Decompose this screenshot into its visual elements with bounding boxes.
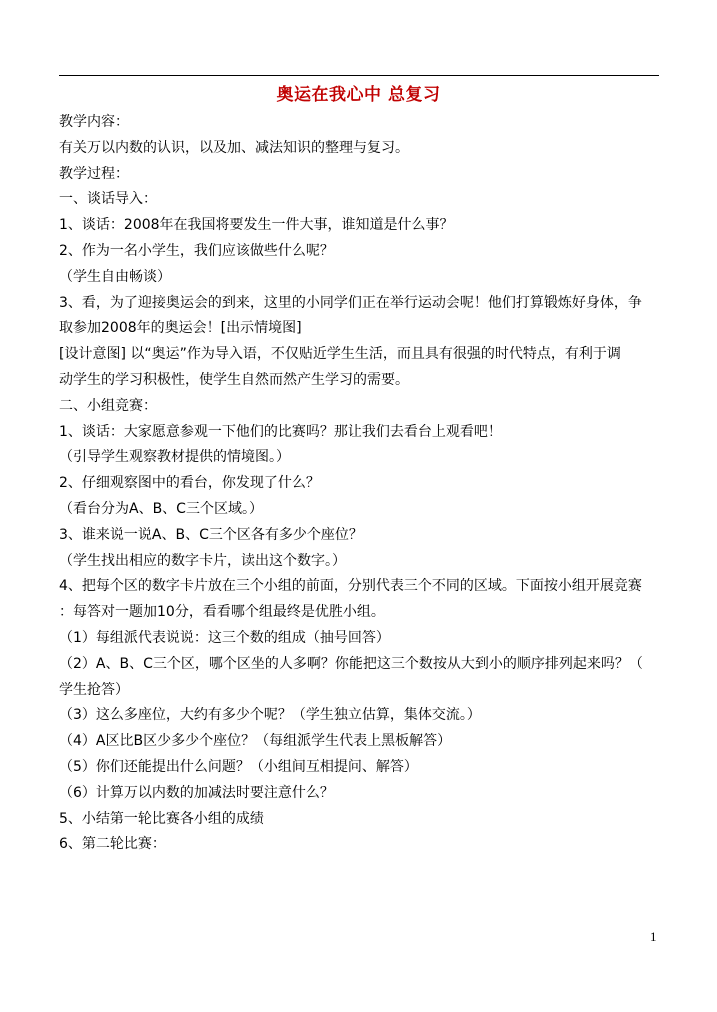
body-line: （1）每组派代表说说：这三个数的组成（抽号回答）	[59, 629, 390, 646]
body-line: 4、把每个区的数字卡片放在三个小组的前面，分别代表三个不同的区域。下面按小组开展竞赛	[59, 578, 642, 595]
body-line: （5）你们还能提出什么问题？（小组间互相提问、解答）	[59, 758, 418, 775]
body-line: 1、谈话：大家愿意参观一下他们的比赛吗？那让我们去看台上观看吧！	[59, 423, 502, 440]
body-line: （4）A区比B区少多少个座位？（每组派学生代表上黑板解答）	[59, 733, 452, 750]
body-line: （看台分为A、B、C三个区域。）	[59, 500, 263, 517]
body-line: 一、谈话导入：	[59, 191, 157, 208]
body-line: ：每答对一题加10分，看看哪个组最终是优胜小组。	[59, 604, 385, 621]
header-rule	[59, 75, 659, 76]
body-line: （2）A、B、C三个区，哪个区坐的人多啊？你能把这三个数按从大到小的顺序排列起来吗？（	[59, 655, 643, 672]
body-line: 教学过程：	[59, 165, 129, 182]
body-line: 学生抢答）	[59, 681, 129, 698]
body-line: [设计意图] 以“奥运”作为导入语，不仅贴近学生生活，而且具有很强的时代特点，有利于调	[59, 346, 621, 363]
body-line: 2、仔细观察图中的看台，你发现了什么？	[59, 475, 320, 492]
body-line: （学生自由畅谈）	[59, 268, 171, 285]
body-line: 取参加2008年的奥运会！[出示情境图]	[59, 320, 302, 337]
body-line: 3、看，为了迎接奥运会的到来，这里的小同学们正在举行运动会呢！他们打算锻炼好身体，争	[59, 294, 642, 311]
document-title: 奥运在我心中 总复习	[276, 85, 441, 105]
body-line: （3）这么多座位，大约有多少个呢？（学生独立估算，集体交流。）	[59, 707, 481, 724]
document-body	[59, 110, 669, 858]
body-line: 2、作为一名小学生，我们应该做些什么呢？	[59, 242, 334, 259]
body-line: （6）计算万以内数的加减法时要注意什么？	[59, 784, 334, 801]
body-line: （学生找出相应的数字卡片，读出这个数字。）	[59, 552, 346, 569]
body-line: 教学内容：	[59, 114, 129, 130]
body-line: 动学生的学习积极性，使学生自然而然产生学习的需要。	[59, 371, 409, 388]
body-line: 二、小组竞赛：	[59, 397, 157, 414]
body-line: 5、小结第一轮比赛各小组的成绩	[59, 810, 264, 827]
body-line: 1、谈话：2008年在我国将要发生一件大事，谁知道是什么事？	[59, 217, 454, 234]
body-line: （引导学生观察教材提供的情境图。）	[59, 449, 290, 466]
body-line: 有关万以内数的认识，以及加、减法知识的整理与复习。	[59, 139, 409, 156]
body-line: 6、第二轮比赛：	[59, 836, 166, 853]
body-line: 3、谁来说一说A、B、C三个区各有多少个座位？	[59, 526, 363, 543]
page-number: 1	[650, 929, 657, 944]
